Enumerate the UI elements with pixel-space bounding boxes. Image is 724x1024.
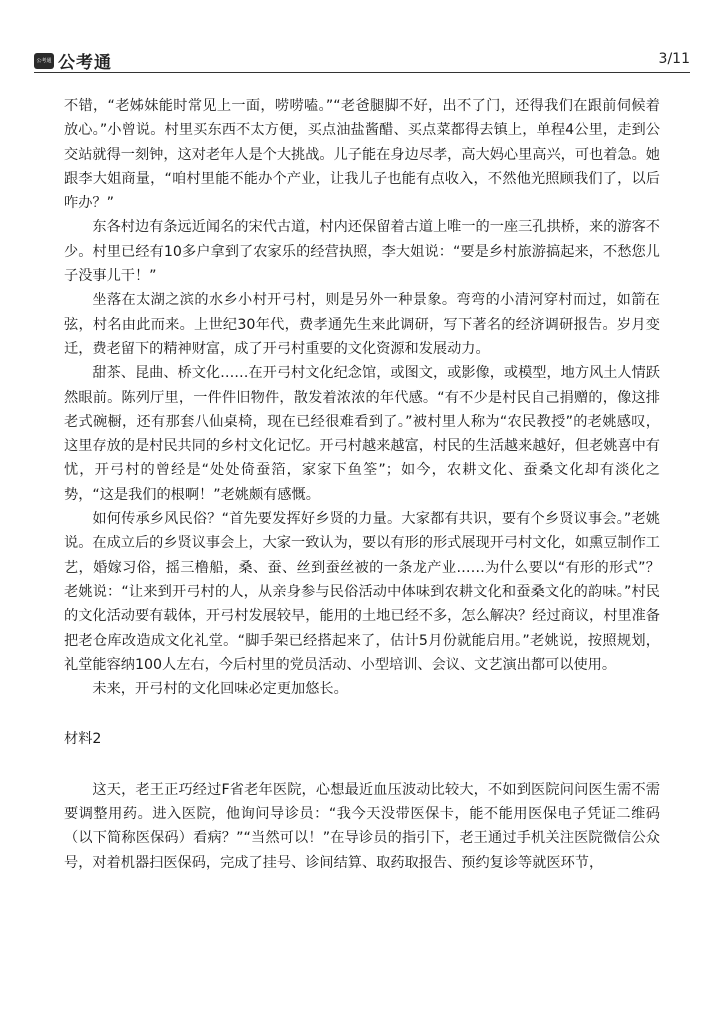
- section-heading: 材料2: [64, 731, 102, 748]
- paragraph-4: 甜茶、昆曲、桥文化……在开弓村文化纪念馆，或图文，或影像，或模型，地方风土人情跃然眼前。陈列厅里，一件件旧物件，散发着浓浓的年代感。“有不少是村民自己捐赠的，像这排老式碗橱，还有那套八仙桌椅，现在已经很难看到了。”被村里人称为“农民教授”的老姚感叹，这里存放的是村民共同的乡村文化记忆。开弓村越来越富，村民的生活越来越好，但老姚喜中有忧，开弓村的曾经是“处处倚蚕箔，家家下鱼筌”；如今，农耕文化、蚕桑文化却有淡化之势，“这是我们的根啊！”老姚颇有感慨。: [64, 365, 660, 503]
- document-body: [64, 94, 660, 875]
- paragraph-5: 如何传承乡风民俗？“首先要发挥好乡贤的力量。大家都有共识，要有个乡贤议事会。”老姚说。在成立后的乡贤议事会上，大家一致认为，要以有形的形式展现开弓村文化，如熏豆制作工艺，婚嫁习俗，摇三橹船，桑、蚕、丝到蚕丝被的一条龙产业……为什么要以“有形的形式”？老姚说：“让来到开弓村的人，从亲身参与民俗活动中体味到农耕文化和蚕桑文化的韵味。”村民的文化活动要有载体，开弓村发展较早，能用的土地已经不多，怎么解决？经过商议，村里准备把老仓库改造成文化礼堂。“脚手架已经搭起来了，估计5月份就能启用。”老姚说，按照规划，礼堂能容纳100人左右，今后村里的党员活动、小型培训、会议、文艺演出都可以使用。: [64, 511, 660, 673]
- paragraph-2: 东各村边有条远近闻名的宋代古道，村内还保留着古道上唯一的一座三孔拱桥，来的游客不少。村里已经有10多户拿到了农家乐的经营执照，李大姐说：“要是乡村旅游搞起来，不愁您儿子没事儿干！”: [64, 219, 660, 285]
- paragraph-1: 不错，“老姊妹能时常见上一面，唠唠嗑。”“老爸腿脚不好，出不了门，还得我们在跟前伺候着放心。”小曾说。村里买东西不太方便，买点油盐酱醋、买点菜都得去镇上，单程4公里，走到公交站就得一刻钟，这对老年人是个大挑战。儿子能在身边尽孝，高大妈心里高兴，可也着急。她跟李大姐商量，“咱村里能不能办个产业，让我儿子也能有点收入，不然他光照顾我们了，以后咋办？”: [64, 98, 660, 212]
- paragraph-7: 这天，老王正巧经过F省老年医院，心想最近血压波动比较大，不如到医院问问医生需不需要调整用药。进入医院，他询问导诊员：“我今天没带医保卡，能不能用医保电子凭证二维码（以下简称医保码）看病？”“当然可以！”在导诊员的指引下，老王通过手机关注医院微信公众号，对着机器扫医保码，完成了挂号、诊间结算、取药取报告、预约复诊等就医环节，: [64, 781, 660, 871]
- page-header: [34, 44, 690, 73]
- paragraph-3: 坐落在太湖之滨的水乡小村开弓村，则是另外一种景象。弯弯的小清河穿村而过，如箭在弦，村名由此而来。上世纪30年代，费孝通先生来此调研，写下著名的经济调研报告。岁月变迁，费老留下的精神财富，成了开弓村重要的文化资源和发展动力。: [64, 292, 660, 357]
- logo: [34, 48, 112, 73]
- logo-badge-icon: 公考通: [34, 53, 54, 69]
- paragraph-6: 未来，开弓村的文化回味必定更加悠长。: [92, 681, 348, 698]
- logo-text: 公考通: [58, 53, 112, 73]
- page-number: 3/11: [658, 51, 690, 67]
